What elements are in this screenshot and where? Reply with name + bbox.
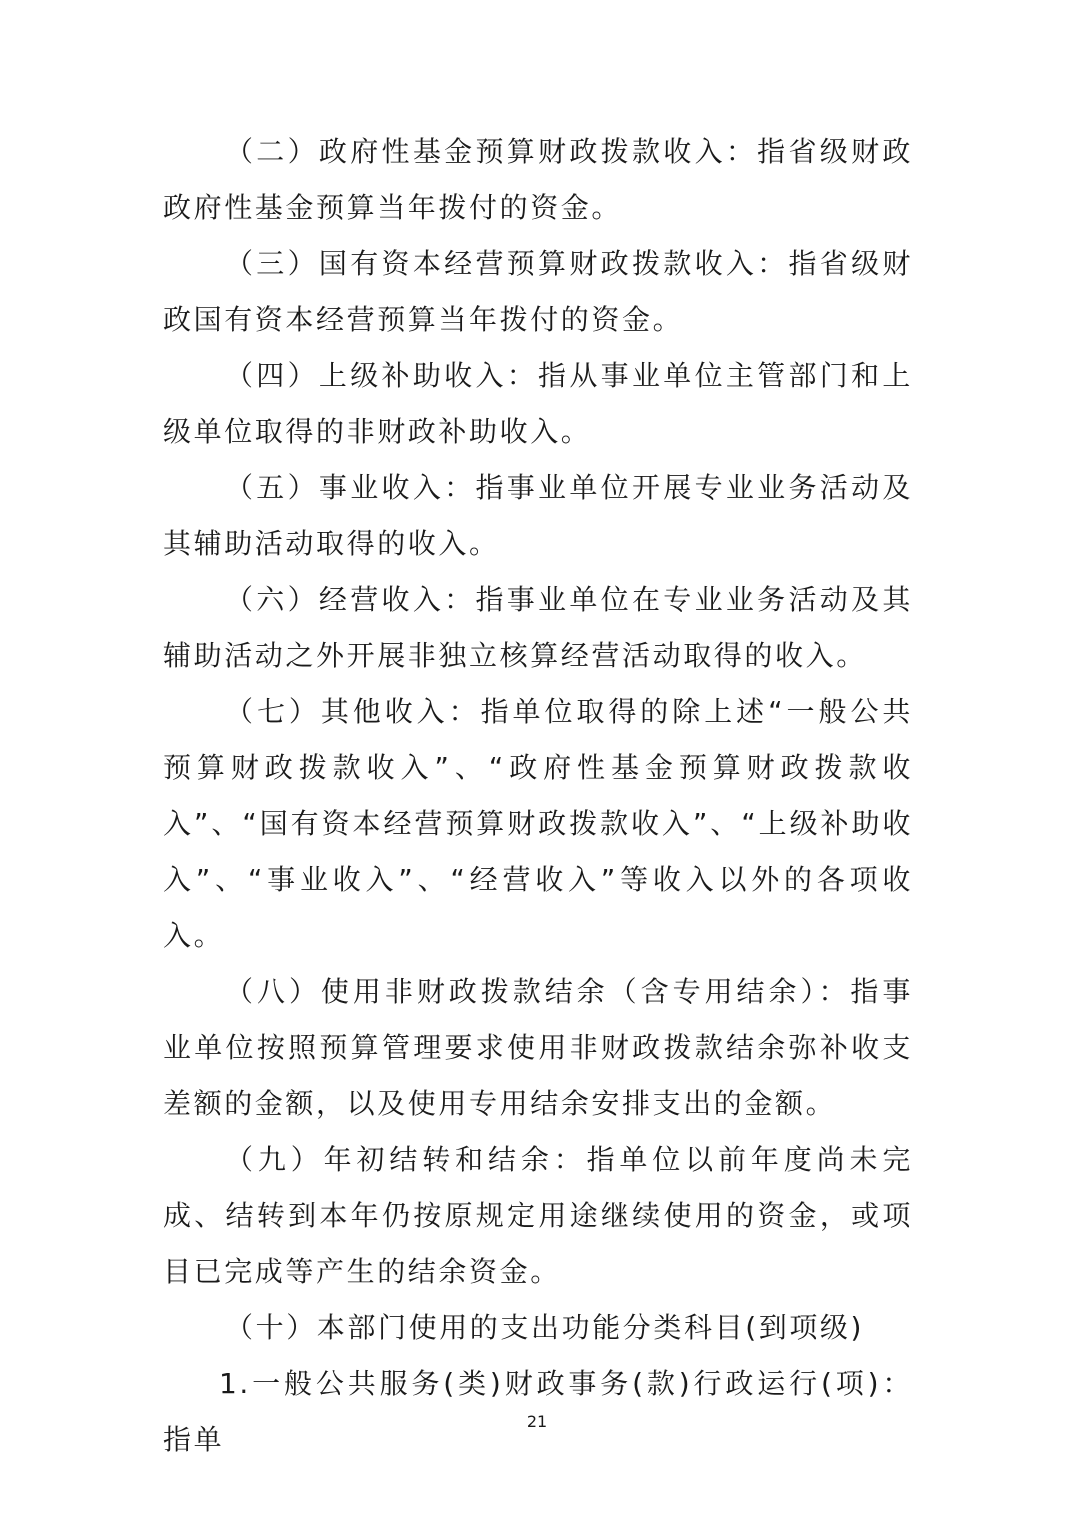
paragraph-other-income: （七）其他收入：指单位取得的除上述“一般公共预算财政拨款收入”、“政府性基金预算财政拨款收入”、“国有资本经营预算财政拨款收入”、“上级补助收入”、“事业收入”、“经营收入”等收入以外的各项收入。 — [163, 695, 913, 952]
paragraph-carryover-balance: （九）年初结转和结余：指单位以前年度尚未完成、结转到本年仍按原规定用途继续使用的资金，或项目已完成等产生的结余资金。 — [163, 1143, 913, 1288]
paragraph-superior-subsidy-income: （四）上级补助收入：指从事业单位主管部门和上级单位取得的非财政补助收入。 — [163, 359, 913, 448]
paragraph-state-capital-income: （三）国有资本经营预算财政拨款收入：指省级财政国有资本经营预算当年拨付的资金。 — [163, 247, 913, 336]
body-text — [163, 124, 913, 1468]
paragraph-government-fund-income: （二）政府性基金预算财政拨款收入：指省级财政政府性基金预算当年拨付的资金。 — [163, 135, 913, 224]
paragraph-business-income: （五）事业收入：指事业单位开展专业业务活动及其辅助活动取得的收入。 — [163, 471, 913, 560]
paragraph-general-public-services-item: 1.一般公共服务(类)财政事务(款)行政运行(项)：指单 — [163, 1367, 913, 1456]
page-number: 21 — [526, 1412, 548, 1431]
paragraph-non-fiscal-balance-use: （八）使用非财政拨款结余（含专用结余）：指事业单位按照预算管理要求使用非财政拨款结余弥补收支差额的金额，以及使用专用结余安排支出的金额。 — [163, 975, 913, 1120]
paragraph-operating-income: （六）经营收入：指事业单位在专业业务活动及其辅助活动之外开展非独立核算经营活动取得的收入。 — [163, 583, 913, 672]
paragraph-expenditure-classification-heading: （十）本部门使用的支出功能分类科目(到项级) — [225, 1311, 865, 1344]
